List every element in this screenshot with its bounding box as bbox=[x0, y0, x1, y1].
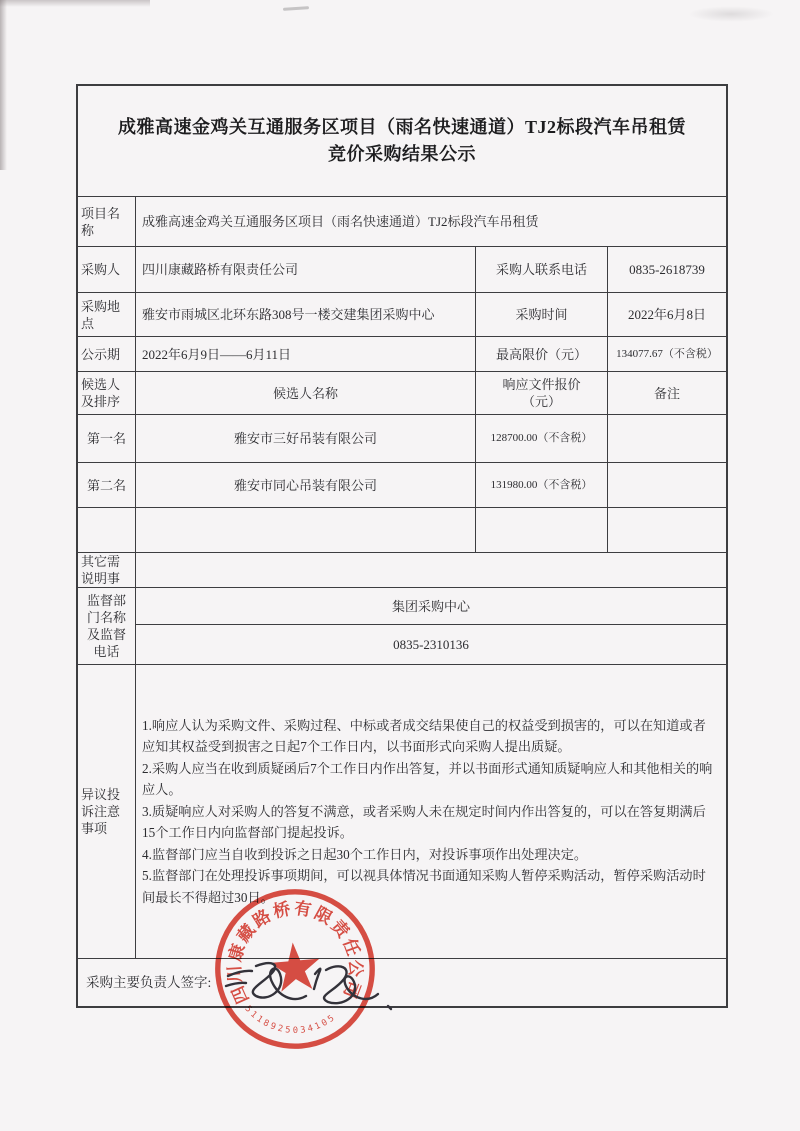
max-price-value: 134077.67（不含税） bbox=[607, 337, 726, 371]
candidate-name: 雅安市同心吊装有限公司 bbox=[135, 463, 475, 507]
signature-label: 采购主要负责人签字: bbox=[86, 974, 212, 990]
objection-label: 异议投诉注意事项 bbox=[81, 787, 121, 836]
location-label: 采购地点 bbox=[81, 298, 121, 331]
purchaser-phone-value: 0835-2618739 bbox=[607, 247, 726, 292]
title-line-1: 成雅高速金鸡关互通服务区项目（雨名快速通道）TJ2标段汽车吊租赁 bbox=[117, 117, 686, 137]
candidate-note bbox=[607, 415, 726, 462]
announcement-table bbox=[76, 84, 728, 1008]
objection-item: 4.监督部门应当自收到投诉之日起30个工作日内，对投诉事项作出处理决定。 bbox=[142, 846, 588, 862]
candidate-bid bbox=[475, 508, 607, 552]
candidate-bid: 131980.00（不含税） bbox=[475, 463, 607, 507]
stamp-number-text: 5118925034105 bbox=[242, 1004, 339, 1037]
other-notes-value bbox=[135, 553, 726, 587]
objection-item: 5.监督部门在处理投诉事项期间，可以视具体情况书面通知采购人暂停采购活动，暂停采购活动时间最长不得超过30日。 bbox=[142, 868, 706, 905]
table-row bbox=[78, 86, 726, 196]
supervision-phone: 0835-2310136 bbox=[136, 624, 726, 664]
purchaser-phone-label: 采购人联系电话 bbox=[475, 247, 607, 292]
signature-scribble bbox=[220, 946, 415, 1024]
project-name-value: 成雅高速金鸡关互通服务区项目（雨名快速通道）TJ2标段汽车吊租赁 bbox=[135, 197, 726, 246]
candidate-rank bbox=[78, 508, 135, 552]
stamp-company-text: 四川康藏路桥有限责任公司 bbox=[224, 898, 365, 1007]
candidate-note bbox=[607, 508, 726, 552]
table-header-row bbox=[78, 371, 726, 414]
scan-smudge bbox=[688, 6, 774, 22]
candidate-rank: 第二名 bbox=[86, 477, 126, 493]
scan-smudge bbox=[0, 0, 7, 170]
objection-item: 3.质疑响应人对采购人的答复不满意，或者采购人未在规定时间内作出答复的，可以在答复期满后15个工作日内向监督部门提起投诉。 bbox=[142, 803, 706, 841]
table-row bbox=[78, 414, 726, 462]
candidate-rank-header: 候选人及排序 bbox=[81, 377, 121, 409]
candidate-bid: 128700.00（不含税） bbox=[475, 415, 607, 462]
candidate-note bbox=[607, 463, 726, 507]
purchase-time-value: 2022年6月8日 bbox=[607, 293, 726, 336]
candidate-name bbox=[135, 508, 475, 552]
table-row bbox=[78, 507, 726, 552]
objection-item: 2.采购人应当在收到质疑函后7个工作日内作出答复，并以书面形式通知质疑响应人和其他相关的响应人。 bbox=[142, 760, 713, 798]
document-title bbox=[78, 86, 726, 196]
table-row bbox=[78, 336, 726, 371]
title-line-2: 竞价采购结果公示 bbox=[328, 144, 476, 164]
table-row bbox=[78, 587, 726, 664]
purchaser-value: 四川康藏路桥有限责任公司 bbox=[135, 247, 475, 292]
objection-item: 1.响应人认为采购文件、采购过程、中标或者成交结果使自己的权益受到损害的，可以在知道或者应知其权益受到损害之日起7个工作日内，以书面形式向采购人提出质疑。 bbox=[142, 717, 706, 755]
other-notes-label: 其它需说明事 bbox=[81, 554, 121, 586]
candidate-note-header: 备注 bbox=[607, 372, 726, 414]
scan-smudge bbox=[0, 0, 150, 7]
table-row bbox=[78, 462, 726, 507]
candidate-bid-header: 响应文件报价（元） bbox=[502, 377, 581, 409]
purchase-time-label: 采购时间 bbox=[475, 293, 607, 336]
publicity-value: 2022年6月9日——6月11日 bbox=[135, 337, 475, 371]
location-value: 雅安市雨城区北环东路308号一楼交建集团采购中心 bbox=[135, 293, 475, 336]
table-row bbox=[78, 552, 726, 587]
project-name-label: 项目名称 bbox=[81, 205, 121, 238]
candidate-name: 雅安市三好吊装有限公司 bbox=[135, 415, 475, 462]
scan-smudge bbox=[283, 6, 309, 11]
table-row bbox=[78, 196, 726, 246]
max-price-label: 最高限价（元） bbox=[475, 337, 607, 371]
candidate-name-header: 候选人名称 bbox=[135, 372, 475, 414]
table-row bbox=[78, 292, 726, 336]
table-row bbox=[78, 246, 726, 292]
supervision-label: 监督部门名称及监督电话 bbox=[86, 593, 126, 659]
candidate-rank: 第一名 bbox=[86, 431, 126, 446]
purchaser-label: 采购人 bbox=[81, 262, 121, 277]
supervision-department: 集团采购中心 bbox=[391, 598, 470, 614]
publicity-label: 公示期 bbox=[81, 346, 121, 362]
table-row bbox=[78, 664, 726, 958]
